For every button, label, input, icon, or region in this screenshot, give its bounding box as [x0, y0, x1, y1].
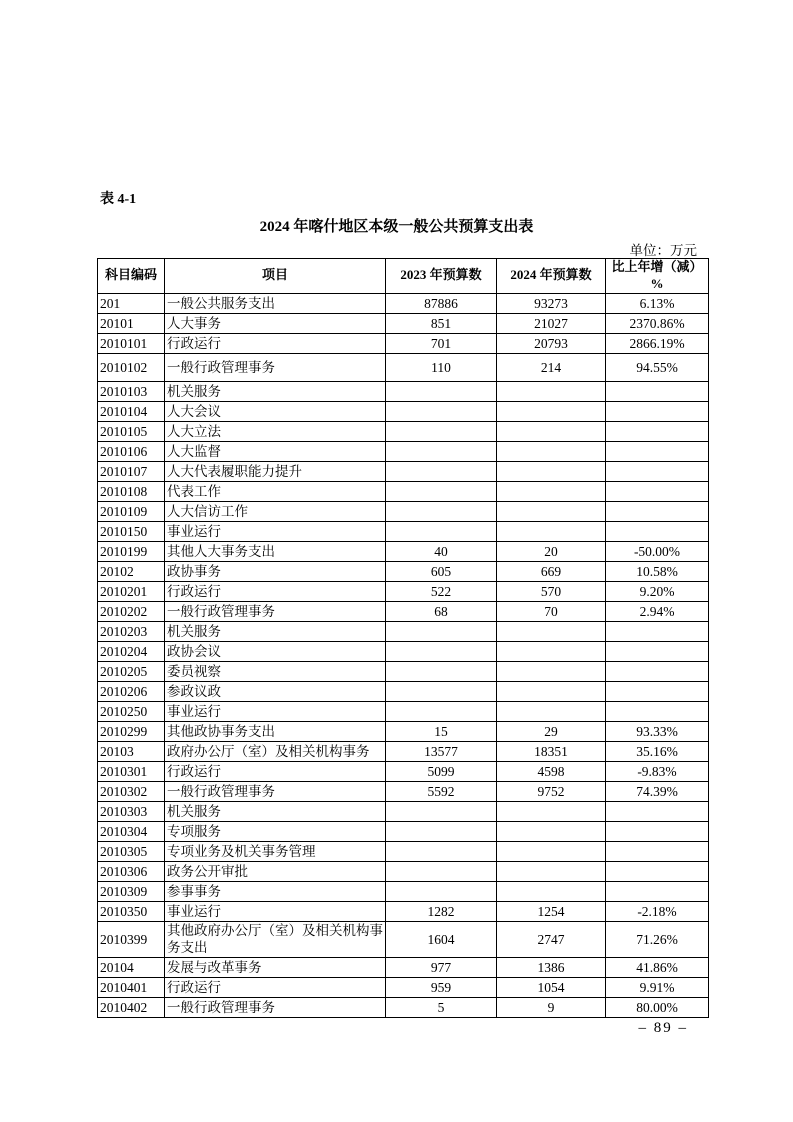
cell-budget-2023: 15	[386, 721, 497, 741]
cell-code: 2010204	[98, 641, 165, 661]
cell-change-pct: 94.55%	[606, 353, 709, 381]
cell-code: 20104	[98, 957, 165, 977]
cell-budget-2023: 851	[386, 313, 497, 333]
budget-table	[97, 258, 709, 1018]
cell-budget-2023: 40	[386, 541, 497, 561]
cell-code: 2010301	[98, 761, 165, 781]
table-row	[98, 997, 709, 1017]
cell-code: 2010399	[98, 921, 165, 957]
page-number: – 89 –	[638, 1020, 688, 1036]
cell-budget-2024: 70	[497, 601, 606, 621]
cell-code: 2010199	[98, 541, 165, 561]
cell-budget-2024	[497, 481, 606, 501]
cell-item: 其他人大事务支出	[165, 541, 386, 561]
table-row	[98, 381, 709, 401]
cell-code: 2010105	[98, 421, 165, 441]
table-row	[98, 841, 709, 861]
cell-change-pct: 71.26%	[606, 921, 709, 957]
cell-item: 委员视察	[165, 661, 386, 681]
cell-code: 2010206	[98, 681, 165, 701]
cell-budget-2024: 4598	[497, 761, 606, 781]
cell-budget-2023: 87886	[386, 293, 497, 313]
cell-code: 2010101	[98, 333, 165, 353]
cell-budget-2024: 1386	[497, 957, 606, 977]
cell-budget-2023	[386, 461, 497, 481]
table-row	[98, 541, 709, 561]
column-header-item: 项目	[165, 259, 386, 294]
cell-budget-2024: 214	[497, 353, 606, 381]
cell-change-pct: 6.13%	[606, 293, 709, 313]
cell-item: 一般行政管理事务	[165, 353, 386, 381]
cell-change-pct: 35.16%	[606, 741, 709, 761]
cell-change-pct: 9.91%	[606, 977, 709, 997]
table-row	[98, 601, 709, 621]
table-row	[98, 501, 709, 521]
cell-budget-2023: 1604	[386, 921, 497, 957]
table-row	[98, 521, 709, 541]
cell-budget-2023	[386, 381, 497, 401]
table-row	[98, 461, 709, 481]
cell-budget-2023	[386, 661, 497, 681]
cell-code: 20101	[98, 313, 165, 333]
cell-item: 参政议政	[165, 681, 386, 701]
cell-change-pct	[606, 881, 709, 901]
cell-budget-2024	[497, 661, 606, 681]
cell-budget-2023	[386, 641, 497, 661]
cell-budget-2023: 605	[386, 561, 497, 581]
cell-budget-2024	[497, 861, 606, 881]
cell-budget-2024: 2747	[497, 921, 606, 957]
table-row	[98, 641, 709, 661]
table-row	[98, 561, 709, 581]
cell-item: 人大监督	[165, 441, 386, 461]
cell-budget-2024: 9	[497, 997, 606, 1017]
cell-item: 行政运行	[165, 581, 386, 601]
cell-item: 专项服务	[165, 821, 386, 841]
table-row	[98, 901, 709, 921]
cell-item: 代表工作	[165, 481, 386, 501]
cell-budget-2024: 93273	[497, 293, 606, 313]
cell-item: 机关服务	[165, 621, 386, 641]
table-row	[98, 661, 709, 681]
cell-code: 2010350	[98, 901, 165, 921]
cell-code: 2010305	[98, 841, 165, 861]
page-title: 2024 年喀什地区本级一般公共预算支出表	[259, 219, 534, 235]
cell-budget-2024: 9752	[497, 781, 606, 801]
budget-table-header	[98, 259, 709, 294]
cell-change-pct	[606, 861, 709, 881]
cell-budget-2024: 20	[497, 541, 606, 561]
cell-change-pct: 2.94%	[606, 601, 709, 621]
cell-budget-2023: 13577	[386, 741, 497, 761]
cell-code: 2010205	[98, 661, 165, 681]
cell-budget-2024: 1054	[497, 977, 606, 997]
cell-budget-2023: 1282	[386, 901, 497, 921]
cell-budget-2023: 522	[386, 581, 497, 601]
table-row	[98, 481, 709, 501]
cell-budget-2024	[497, 521, 606, 541]
table-row	[98, 977, 709, 997]
cell-budget-2024	[497, 461, 606, 481]
cell-change-pct	[606, 801, 709, 821]
cell-code: 2010299	[98, 721, 165, 741]
cell-item: 其他政府办公厅（室）及相关机构事务支出	[165, 921, 386, 957]
cell-budget-2024	[497, 421, 606, 441]
cell-budget-2023	[386, 501, 497, 521]
cell-budget-2024	[497, 701, 606, 721]
cell-code: 2010401	[98, 977, 165, 997]
cell-budget-2023	[386, 861, 497, 881]
cell-change-pct	[606, 621, 709, 641]
cell-change-pct: 74.39%	[606, 781, 709, 801]
cell-change-pct: -9.83%	[606, 761, 709, 781]
cell-budget-2023	[386, 401, 497, 421]
budget-table-body	[98, 293, 709, 1017]
cell-budget-2023	[386, 701, 497, 721]
cell-item: 行政运行	[165, 761, 386, 781]
cell-change-pct: 2370.86%	[606, 313, 709, 333]
cell-item: 事业运行	[165, 521, 386, 541]
table-row	[98, 721, 709, 741]
cell-budget-2023	[386, 521, 497, 541]
cell-code: 2010201	[98, 581, 165, 601]
cell-change-pct	[606, 681, 709, 701]
cell-change-pct: -50.00%	[606, 541, 709, 561]
cell-change-pct	[606, 701, 709, 721]
cell-code: 2010309	[98, 881, 165, 901]
cell-code: 2010203	[98, 621, 165, 641]
cell-budget-2024	[497, 881, 606, 901]
cell-item: 人大信访工作	[165, 501, 386, 521]
cell-budget-2024	[497, 821, 606, 841]
column-header-budget-2023: 2023 年预算数	[386, 259, 497, 294]
cell-code: 2010250	[98, 701, 165, 721]
cell-budget-2024: 29	[497, 721, 606, 741]
table-row	[98, 801, 709, 821]
cell-code: 2010106	[98, 441, 165, 461]
cell-code: 201	[98, 293, 165, 313]
cell-budget-2023	[386, 441, 497, 461]
cell-budget-2023	[386, 481, 497, 501]
table-row	[98, 401, 709, 421]
cell-budget-2024	[497, 641, 606, 661]
cell-budget-2024: 570	[497, 581, 606, 601]
column-header-code: 科目编码	[98, 259, 165, 294]
table-row	[98, 957, 709, 977]
cell-budget-2023: 701	[386, 333, 497, 353]
cell-budget-2023: 959	[386, 977, 497, 997]
cell-budget-2024	[497, 441, 606, 461]
cell-code: 2010108	[98, 481, 165, 501]
cell-item: 机关服务	[165, 381, 386, 401]
cell-item: 政务公开审批	[165, 861, 386, 881]
cell-code: 2010102	[98, 353, 165, 381]
cell-budget-2023: 977	[386, 957, 497, 977]
cell-item: 一般行政管理事务	[165, 997, 386, 1017]
table-row	[98, 881, 709, 901]
cell-change-pct	[606, 661, 709, 681]
cell-change-pct	[606, 421, 709, 441]
table-row	[98, 313, 709, 333]
cell-code: 2010202	[98, 601, 165, 621]
header-row	[98, 259, 709, 294]
table-row	[98, 441, 709, 461]
cell-item: 参事事务	[165, 881, 386, 901]
cell-change-pct: -2.18%	[606, 901, 709, 921]
column-header-budget-2024: 2024 年预算数	[497, 259, 606, 294]
cell-item: 人大立法	[165, 421, 386, 441]
cell-item: 事业运行	[165, 901, 386, 921]
unit-note: 单位：万元	[629, 243, 697, 258]
cell-code: 2010304	[98, 821, 165, 841]
cell-budget-2023	[386, 621, 497, 641]
cell-code: 20102	[98, 561, 165, 581]
cell-budget-2023	[386, 801, 497, 821]
cell-item: 政协会议	[165, 641, 386, 661]
cell-code: 2010103	[98, 381, 165, 401]
cell-change-pct	[606, 441, 709, 461]
cell-budget-2024: 20793	[497, 333, 606, 353]
cell-item: 机关服务	[165, 801, 386, 821]
cell-budget-2023: 5592	[386, 781, 497, 801]
cell-budget-2024	[497, 801, 606, 821]
cell-change-pct	[606, 841, 709, 861]
cell-budget-2023: 5	[386, 997, 497, 1017]
table-row	[98, 701, 709, 721]
cell-code: 2010302	[98, 781, 165, 801]
table-row	[98, 861, 709, 881]
cell-change-pct	[606, 521, 709, 541]
table-row	[98, 921, 709, 957]
cell-change-pct: 80.00%	[606, 997, 709, 1017]
cell-code: 2010306	[98, 861, 165, 881]
cell-budget-2024	[497, 381, 606, 401]
cell-change-pct	[606, 821, 709, 841]
cell-code: 2010303	[98, 801, 165, 821]
cell-budget-2024: 1254	[497, 901, 606, 921]
cell-code: 2010107	[98, 461, 165, 481]
table-label: 表 4-1	[100, 192, 137, 207]
cell-change-pct: 10.58%	[606, 561, 709, 581]
table-row	[98, 781, 709, 801]
cell-item: 行政运行	[165, 333, 386, 353]
cell-budget-2024: 21027	[497, 313, 606, 333]
cell-item: 一般公共服务支出	[165, 293, 386, 313]
cell-code: 2010150	[98, 521, 165, 541]
cell-budget-2024	[497, 621, 606, 641]
cell-budget-2024	[497, 681, 606, 701]
column-header-change-pct: 比上年增（减）%	[606, 259, 709, 294]
cell-item: 其他政协事务支出	[165, 721, 386, 741]
cell-code: 20103	[98, 741, 165, 761]
cell-item: 行政运行	[165, 977, 386, 997]
cell-budget-2023: 5099	[386, 761, 497, 781]
cell-change-pct: 93.33%	[606, 721, 709, 741]
cell-item: 一般行政管理事务	[165, 781, 386, 801]
cell-change-pct: 41.86%	[606, 957, 709, 977]
cell-budget-2024	[497, 401, 606, 421]
table-row	[98, 621, 709, 641]
cell-item: 人大事务	[165, 313, 386, 333]
table-row	[98, 821, 709, 841]
cell-change-pct	[606, 461, 709, 481]
cell-budget-2023	[386, 821, 497, 841]
cell-item: 发展与改革事务	[165, 957, 386, 977]
cell-code: 2010104	[98, 401, 165, 421]
table-row	[98, 293, 709, 313]
cell-item: 政府办公厅（室）及相关机构事务	[165, 741, 386, 761]
cell-budget-2024: 669	[497, 561, 606, 581]
table-row	[98, 333, 709, 353]
cell-budget-2024	[497, 841, 606, 861]
cell-item: 人大代表履职能力提升	[165, 461, 386, 481]
table-row	[98, 761, 709, 781]
cell-budget-2024	[497, 501, 606, 521]
cell-budget-2023: 68	[386, 601, 497, 621]
table-row	[98, 421, 709, 441]
cell-change-pct	[606, 641, 709, 661]
cell-item: 人大会议	[165, 401, 386, 421]
cell-budget-2023	[386, 881, 497, 901]
cell-code: 2010402	[98, 997, 165, 1017]
table-row	[98, 741, 709, 761]
cell-change-pct	[606, 381, 709, 401]
cell-budget-2023	[386, 681, 497, 701]
cell-code: 2010109	[98, 501, 165, 521]
table-row	[98, 353, 709, 381]
cell-budget-2023	[386, 421, 497, 441]
cell-change-pct: 9.20%	[606, 581, 709, 601]
table-row	[98, 681, 709, 701]
cell-item: 政协事务	[165, 561, 386, 581]
cell-budget-2023	[386, 841, 497, 861]
cell-budget-2023: 110	[386, 353, 497, 381]
cell-change-pct: 2866.19%	[606, 333, 709, 353]
cell-change-pct	[606, 481, 709, 501]
cell-change-pct	[606, 501, 709, 521]
cell-item: 事业运行	[165, 701, 386, 721]
table-row	[98, 581, 709, 601]
cell-item: 一般行政管理事务	[165, 601, 386, 621]
cell-budget-2024: 18351	[497, 741, 606, 761]
cell-item: 专项业务及机关事务管理	[165, 841, 386, 861]
cell-change-pct	[606, 401, 709, 421]
